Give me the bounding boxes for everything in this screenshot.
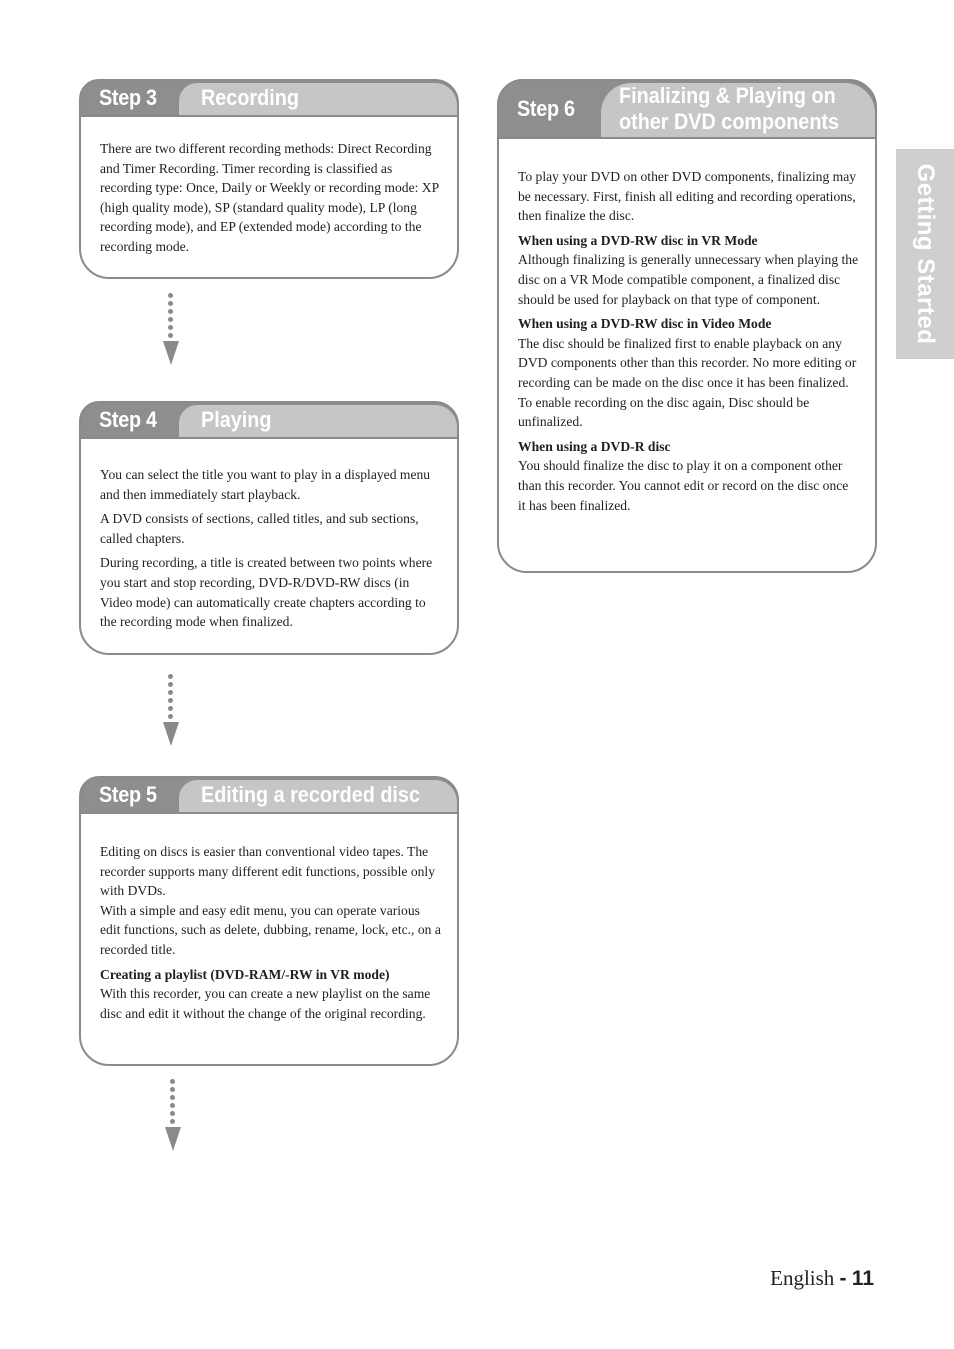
step-4-content bbox=[100, 465, 443, 637]
footer-language: English bbox=[770, 1266, 835, 1290]
step-6-paragraph-5: You should finalize the disc to play it on a component other than this recorder. You cannot edit or record on the disc once it has been finalized. bbox=[518, 458, 849, 513]
step-5-header bbox=[79, 776, 459, 814]
step-5-subheading: Creating a playlist (DVD-RAM/-RW in VR mode) bbox=[100, 966, 390, 982]
step-6-subheading-2: When using a DVD-RW disc in Video Mode bbox=[518, 316, 772, 332]
step-4-paragraph-1: You can select the title you want to play in a displayed menu and then immediately start playback. bbox=[100, 467, 431, 502]
step-6-subheading-1: When using a DVD-RW disc in VR Mode bbox=[518, 232, 758, 248]
flow-arrow-down-2 bbox=[162, 674, 182, 749]
step-5-content bbox=[100, 842, 443, 1028]
step-6-title bbox=[619, 83, 853, 135]
step-6-header bbox=[497, 79, 877, 139]
step-5-paragraph-2: With a simple and easy edit menu, you can operate various edit functions, such as delete, dubbing, rename, lock, etc., on a recorded title. bbox=[100, 902, 441, 957]
step-4-box bbox=[79, 401, 459, 655]
step-5-paragraph-3: With this recorder, you can create a new playlist on the same disc and edit it without the change of the original recording. bbox=[100, 986, 431, 1021]
step-6-subheading-3: When using a DVD-R disc bbox=[518, 438, 671, 454]
step-4-title: Playing bbox=[201, 407, 272, 432]
step-5-title: Editing a recorded disc bbox=[201, 782, 420, 807]
step-4-paragraph-2: A DVD consists of sections, called titles, and sub sections, called chapters. bbox=[100, 511, 419, 546]
section-side-tab-label: Getting Started bbox=[912, 163, 939, 345]
step-6-paragraph-3: The disc should be finalized first to enable playback on any DVD components other than this recorder. No more editing or recording can be made on the disc once it has been finalized. bbox=[518, 335, 857, 390]
step-3-header bbox=[79, 79, 459, 117]
page-number: 11 bbox=[851, 1267, 874, 1290]
step-3-content bbox=[100, 139, 443, 262]
step-4-paragraph-3: During recording, a title is created between two points where you start and stop recording, DVD-R/DVD-RW discs (in Video mode) can automatically create chapters according to the recording mode when finalized. bbox=[100, 555, 433, 630]
step-5-box bbox=[79, 776, 459, 1066]
step-4-header bbox=[79, 401, 459, 439]
footer-separator: - bbox=[839, 1267, 847, 1290]
step-3-title: Recording bbox=[201, 85, 299, 110]
step-3-label: Step 3 bbox=[99, 85, 157, 110]
step-6-box bbox=[497, 79, 877, 573]
step-6-content bbox=[518, 167, 859, 520]
step-6-paragraph-2: Although finalizing is generally unnecessary when playing the disc on a VR Mode compatible component, a finalized disc should be used for playback on that type of component. bbox=[518, 252, 859, 307]
step-3-paragraph: There are two different recording methods: Direct Recording and Timer Recording. Timer recording is classified as recording type: Once, Daily or Weekly or recording mode: XP (high quality mode), SP (standard quality mode), LP (long recording mode), and EP (extended mode) according to the recording mode. bbox=[100, 141, 439, 254]
flow-arrow-down-3 bbox=[164, 1079, 184, 1154]
page-footer bbox=[770, 1266, 874, 1291]
step-5-label: Step 5 bbox=[99, 782, 157, 807]
step-6-title-line-2: other DVD components bbox=[619, 109, 840, 134]
step-5-paragraph-1: Editing on discs is easier than conventional video tapes. The recorder supports many different edit functions, possible only with DVDs. bbox=[100, 844, 435, 899]
section-side-tab bbox=[896, 149, 954, 359]
step-6-paragraph-4: To enable recording on the disc again, Disc should be unfinalized. bbox=[518, 394, 810, 430]
step-3-box bbox=[79, 79, 459, 279]
flow-arrow-down-1 bbox=[162, 293, 182, 368]
step-4-label: Step 4 bbox=[99, 407, 157, 432]
step-6-label: Step 6 bbox=[517, 96, 575, 121]
step-6-paragraph-1: To play your DVD on other DVD components, finalizing may be necessary. First, finish all editing and recording operations, then finalize the disc. bbox=[518, 169, 857, 224]
step-6-title-line-1: Finalizing & Playing on bbox=[619, 83, 836, 108]
